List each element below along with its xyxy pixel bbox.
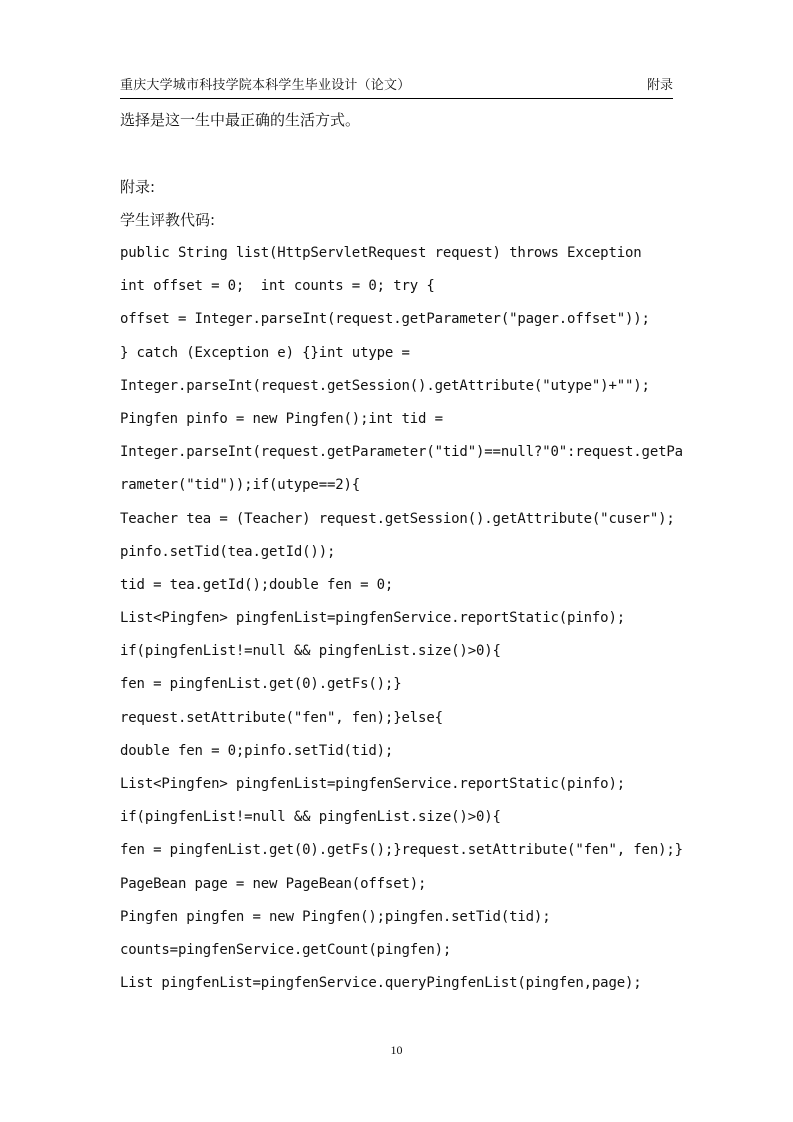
code-line: Teacher tea = (Teacher) request.getSession().getAttribute("cuser");: [120, 510, 675, 527]
intro-line: 选择是这一生中最正确的生活方式。: [120, 111, 361, 129]
page-header: [120, 74, 673, 99]
code-line: if(pingfenList!=null && pingfenList.size()>0){: [120, 643, 501, 660]
code-block: [120, 243, 683, 1006]
code-line: tid = tea.getId();double fen = 0;: [120, 576, 394, 593]
page-number: 10: [390, 1043, 403, 1057]
code-line: List<Pingfen> pingfenList=pingfenService.reportStatic(pinfo);: [120, 776, 626, 792]
code-line: pinfo.setTid(tea.getId());: [120, 543, 336, 560]
code-line: request.setAttribute("fen", fen);}else{: [120, 709, 443, 726]
code-line: counts=pingfenService.getCount(pingfen);: [120, 941, 452, 958]
code-line: rameter("tid"));if(utype==2){: [120, 477, 361, 494]
code-line: fen = pingfenList.get(0).getFs();}: [120, 676, 402, 693]
code-title: 学生评教代码:: [120, 211, 216, 229]
code-line: List<Pingfen> pingfenList=pingfenService.reportStatic(pinfo);: [120, 610, 626, 627]
code-line: Pingfen pingfen = new Pingfen();pingfen.setTid(tid);: [120, 908, 551, 925]
header-title: 重庆大学城市科技学院本科学生毕业设计（论文）: [120, 78, 411, 93]
code-line: Integer.parseInt(request.getParameter("tid")==null?"0":request.getPa: [120, 444, 683, 461]
header-section: 附录: [646, 78, 673, 93]
code-line: if(pingfenList!=null && pingfenList.size()>0){: [120, 809, 501, 826]
code-line: List pingfenList=pingfenService.queryPingfenList(pingfen,page);: [120, 975, 642, 992]
code-line: } catch (Exception e) {}int utype =: [120, 344, 410, 361]
code-line: Integer.parseInt(request.getSession().getAttribute("utype")+"");: [120, 377, 650, 394]
code-line: int offset = 0; int counts = 0; try {: [120, 278, 435, 295]
code-line: fen = pingfenList.get(0).getFs();}request.setAttribute("fen", fen);}: [120, 842, 683, 859]
code-line: offset = Integer.parseInt(request.getParameter("pager.offset"));: [120, 311, 650, 328]
code-line: public String list(HttpServletRequest request) throws Exception: [120, 245, 642, 261]
code-line: double fen = 0;pinfo.setTid(tid);: [120, 742, 394, 759]
appendix-title: 附录:: [120, 178, 156, 196]
code-line: PageBean page = new PageBean(offset);: [120, 875, 427, 892]
code-line: Pingfen pinfo = new Pingfen();int tid =: [120, 410, 443, 427]
